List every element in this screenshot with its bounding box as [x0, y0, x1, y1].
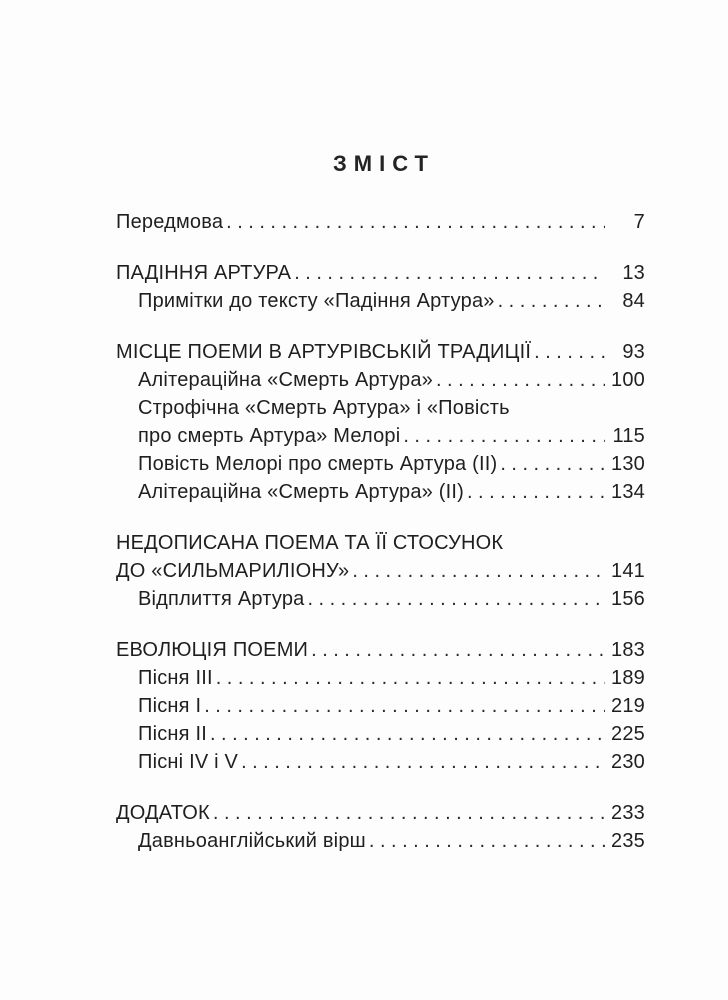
dot-leader	[311, 636, 605, 664]
toc-entry-title: ЕВОЛЮЦІЯ ПОЕМИ	[116, 639, 309, 661]
toc-entry-title: ДОДАТОК	[116, 802, 210, 824]
toc-entry-page: 183	[611, 639, 645, 661]
toc-entry-title: Пісні IV і V	[138, 751, 239, 773]
dot-leader	[369, 827, 605, 855]
toc-entry-title: Передмова	[116, 211, 224, 233]
toc-entry-page: 13	[622, 262, 645, 284]
dot-leader	[216, 664, 605, 692]
dot-leader	[294, 259, 605, 287]
toc-entry	[116, 450, 645, 478]
toc-entry-page: 115	[612, 425, 645, 447]
toc-entry	[116, 259, 645, 287]
dot-leader	[467, 478, 605, 506]
toc-entry-page: 130	[611, 453, 645, 475]
toc-entry-page: 156	[611, 588, 645, 610]
toc-entry-page: 7	[633, 211, 645, 233]
dot-leader	[500, 450, 605, 478]
toc-entry	[116, 557, 645, 585]
toc-entry-title: Примітки до тексту «Падіння Артура»	[138, 290, 495, 312]
toc-group	[116, 208, 645, 236]
toc-entry-title: МІСЦЕ ПОЕМИ В АРТУРІВСЬКІЙ ТРАДИЦІЇ	[116, 341, 532, 363]
toc-entry	[116, 692, 645, 720]
toc-entry	[116, 422, 645, 450]
toc-entry-title: про смерть Артура» Мелорі	[138, 425, 401, 447]
toc-entry-title: Давньоанглійський вірш	[138, 830, 366, 852]
toc-entry-title: Строфічна «Смерть Артура» і «Повість	[138, 397, 510, 419]
toc-group	[116, 636, 645, 776]
toc-entry	[116, 636, 645, 664]
toc-entry-page: 233	[611, 802, 645, 824]
toc-entry	[116, 799, 645, 827]
dot-leader	[352, 557, 605, 585]
toc-entry-page: 225	[611, 723, 645, 745]
toc-entry-title: Алітераційна «Смерть Артура» (II)	[138, 481, 464, 503]
dot-leader	[403, 422, 605, 450]
toc-entry-page: 230	[611, 751, 645, 773]
toc-entry-title: Відплиття Артура	[138, 588, 305, 610]
toc-entry-wrap-line	[116, 529, 645, 557]
toc-group	[116, 799, 645, 855]
toc-entry	[116, 287, 645, 315]
dot-leader	[307, 585, 605, 613]
toc-entry-title: Повість Мелорі про смерть Артура (II)	[138, 453, 498, 475]
dot-leader	[436, 366, 605, 394]
toc-entry	[116, 720, 645, 748]
toc-entry-page: 84	[622, 290, 645, 312]
toc-entry-title: Пісня I	[138, 695, 202, 717]
toc-entry-page: 189	[611, 667, 645, 689]
toc-entry	[116, 827, 645, 855]
toc-group	[116, 259, 645, 315]
toc-entry-title: НЕДОПИСАНА ПОЕМА ТА ЇЇ СТОСУНОК	[116, 532, 504, 554]
toc-entry-wrap-line	[116, 394, 645, 422]
dot-leader	[241, 748, 605, 776]
toc-entry-page: 141	[611, 560, 645, 582]
toc-entry	[116, 748, 645, 776]
toc-entry	[116, 664, 645, 692]
toc-group	[116, 338, 645, 506]
toc-entry-title: Пісня III	[138, 667, 213, 689]
toc-entry-title: ПАДІННЯ АРТУРА	[116, 262, 292, 284]
dot-leader	[226, 208, 605, 236]
toc-entry-page: 235	[611, 830, 645, 852]
toc-entry-page: 100	[611, 369, 645, 391]
toc-entry-title: Алітераційна «Смерть Артура»	[138, 369, 433, 391]
page-title: ЗМІСТ	[333, 151, 435, 176]
toc-entry	[116, 338, 645, 366]
table-of-contents	[116, 208, 645, 855]
toc-entry-page: 219	[611, 695, 645, 717]
toc-entry-title: Пісня II	[138, 723, 207, 745]
dot-leader	[213, 799, 605, 827]
toc-entry-page: 134	[611, 481, 645, 503]
toc-entry	[116, 478, 645, 506]
dot-leader	[498, 287, 605, 315]
dot-leader	[210, 720, 605, 748]
toc-entry	[116, 366, 645, 394]
dot-leader	[534, 338, 605, 366]
toc-entry-page: 93	[622, 341, 645, 363]
dot-leader	[204, 692, 605, 720]
toc-group	[116, 529, 645, 613]
toc-entry	[116, 585, 645, 613]
toc-entry	[116, 208, 645, 236]
toc-entry-title: ДО «СИЛЬМАРИЛІОНУ»	[116, 560, 350, 582]
